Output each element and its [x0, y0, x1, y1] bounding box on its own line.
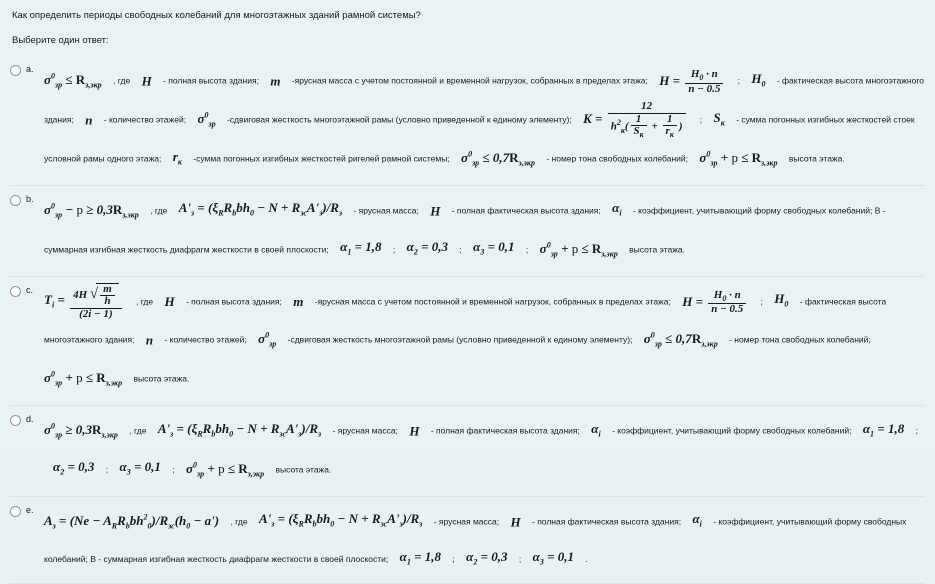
option-a-text-1: - полная высота здания;: [163, 75, 259, 86]
option-e-text-2: - полная фактическая высота здания;: [532, 516, 682, 527]
formula-alpha2: $\alpha_2 = 0,3$: [466, 548, 508, 567]
option-a-text-2: -ярусная масса с учетом постоянной и временной нагрузок, собранных в пределах этажа;: [291, 75, 648, 86]
option-c-text-4: - фактическая высота многоэтажного здания;: [44, 296, 887, 345]
formula-sigma-ge-03R: $\sigma^0_{зр} \ge 0,3R_{з,экр}$: [44, 421, 118, 440]
option-b-text-0: , где: [150, 205, 168, 216]
option-a-body: [44, 62, 925, 179]
option-a-text-3: ;: [737, 75, 740, 86]
symbol-sigma0zr: $\sigma^0_{зр}$: [258, 331, 277, 349]
option-d-text-4: ;: [915, 425, 918, 436]
symbol-H: H: [409, 423, 420, 439]
formula-sigma-plus-p: $\sigma^0_{зр} + p \le R_{з,экр}$: [539, 240, 618, 259]
options-list: [10, 56, 925, 577]
formula-As-prime: $A'_з = (\xi_RR_bbh_0 - N + R_{зс}A'_з)/R_з$: [157, 420, 322, 439]
option-b-body: [44, 192, 925, 270]
option-c-text-1: - полная высота здания;: [185, 296, 282, 307]
symbol-H: H: [510, 514, 521, 530]
option-e-letter: e.: [26, 504, 34, 515]
option-b[interactable]: [10, 185, 925, 270]
formula-sigma-le-07R: $\sigma^0_{зр} \le 0,7R_{з,экр}$: [643, 331, 718, 349]
option-a-text-11: высота этажа.: [788, 153, 845, 164]
option-b-text-2: - полная фактическая высота здания;: [451, 205, 601, 216]
option-e-text-4: ;: [452, 553, 455, 564]
option-d-text-6: ;: [172, 464, 175, 475]
formula-alpha3: $\alpha_3 = 0,1$: [532, 548, 575, 567]
formula-As-prime: $A'_з = (\xi_RR_bbh_0 - N + R_{зс}A'_з)/R_з$: [259, 511, 423, 529]
option-c-text-6: -сдвиговая жесткость многоэтажной рамы (условно приведенной к единому элементу);: [287, 334, 633, 345]
formula-K-equals: K = 12 $h^2_к$( $\frac{1}{S_к}$ + $\frac{1}{r_к}$ ): [583, 111, 691, 126]
option-a-text-0: , где: [113, 75, 131, 86]
option-d-text-0: , где: [129, 425, 147, 436]
option-a-radio-wrap[interactable]: [10, 62, 44, 76]
option-e-text-5: ;: [518, 553, 522, 564]
formula-alpha2: $\alpha_2 = 0,3$: [53, 459, 95, 478]
symbol-n: n: [145, 332, 154, 348]
formula-alpha1: $\alpha_1 = 1,8$: [862, 420, 905, 439]
formula-sigma-le-07R: $\sigma^0_{зр} \le 0,7R_{з,экр}$: [461, 149, 535, 168]
symbol-sigma0zr: $\sigma^0_{зр}$: [197, 110, 216, 129]
formula-sigma-minus-p: $\sigma^0_{зр} - p \ge 0,3R_{з,экр}$: [44, 201, 139, 220]
option-e-text-0: , где: [230, 516, 248, 527]
formula-sigma-plus-p: $\sigma^0_{зр} + p \le R_{з,экр}$: [699, 149, 778, 168]
option-e[interactable]: [10, 496, 925, 578]
option-c-text-7: - номер тона свободных колебаний;: [729, 334, 871, 345]
option-d-body: [44, 412, 925, 490]
option-a[interactable]: [10, 56, 925, 179]
formula-sigma-le-R: $\sigma^0_{зр} \le R_{з,экр}$: [44, 72, 102, 90]
symbol-H0: $H_0$: [751, 70, 766, 89]
option-c[interactable]: [10, 276, 925, 399]
option-c-text-2: -ярусная масса с учетом постоянной и временной нагрузок, собранных в пределах этажа;: [314, 296, 671, 307]
symbol-alpha-i: $\alpha_i$: [612, 200, 622, 219]
symbol-alpha-i: $\alpha_i$: [692, 511, 702, 529]
option-c-text-8: высота этажа.: [133, 373, 190, 384]
question-text: Как определить периоды свободных колебаний для многоэтажных зданий рамной системы?: [12, 10, 421, 21]
option-a-text-8: - сумма погонных изгибных жесткостей стоек условной рамы одного этажа;: [44, 114, 915, 164]
option-c-text-0: , где: [135, 296, 154, 307]
option-c-text-3: ;: [760, 296, 763, 307]
formula-H-equals: H = $\frac{H_0 \cdot n}{n - 0.5}$: [682, 294, 751, 309]
radio-icon[interactable]: [10, 506, 21, 517]
symbol-m: m: [293, 293, 304, 309]
option-e-text-1: - ярусная масса;: [433, 516, 500, 527]
option-d-text-7: высота этажа.: [275, 464, 332, 475]
formula-alpha2: $\alpha_2 = 0,3$: [406, 239, 449, 257]
option-d-text-3: - коэффициент, учитывающий форму свободных колебаний;: [612, 425, 852, 436]
radio-icon[interactable]: [10, 195, 21, 206]
symbol-H: H: [141, 73, 152, 89]
option-a-text-6: -сдвиговая жесткость многоэтажной рамы (условно приведенной к единому элементу);: [226, 114, 572, 125]
option-b-text-7: высота этажа.: [629, 244, 685, 255]
formula-alpha1: $\alpha_1 = 1,8$: [399, 548, 442, 567]
option-a-text-10: - номер тона свободных колебаний;: [546, 153, 689, 164]
formula-alpha1: $\alpha_1 = 1,8$: [340, 239, 382, 257]
formula-Az: $A_з = (Ne - A_RR_bbh^2_0)/R_{зс}(h_0 - a')$: [44, 512, 220, 531]
option-b-text-6: ;: [525, 244, 529, 255]
option-a-text-5: - количество этажей;: [103, 114, 187, 125]
option-e-body: [44, 503, 925, 578]
option-d-text-1: - ярусная масса;: [332, 425, 398, 436]
formula-H-equals: H = $\frac{H_0 \cdot n}{n - 0.5}$: [659, 73, 728, 88]
option-b-text-1: - ярусная масса;: [353, 205, 419, 216]
option-b-letter: b.: [26, 193, 34, 204]
option-a-text-4: - фактическая высота многоэтажного здания;: [44, 75, 924, 125]
option-c-text-5: - количество этажей;: [164, 334, 247, 345]
option-a-text-9: -сумма погонных изгибных жесткостей ригелей рамной системы;: [193, 153, 450, 164]
symbol-H: H: [164, 293, 175, 309]
option-c-body: [44, 283, 925, 399]
option-a-text-7: ;: [699, 114, 703, 125]
radio-icon[interactable]: [10, 65, 21, 76]
option-b-radio-wrap[interactable]: [10, 192, 44, 206]
formula-alpha3: $\alpha_3 = 0,1$: [473, 239, 515, 257]
symbol-m: m: [270, 73, 281, 89]
answer-instruction: Выберите один ответ:: [12, 35, 109, 46]
option-b-text-5: ;: [459, 244, 462, 255]
option-d-text-2: - полная фактическая высота здания;: [430, 425, 580, 436]
option-d-text-5: ;: [105, 464, 109, 475]
formula-As-prime: $A'_з = (\xi_RR_bbh_0 - N + R_{зс}A'_з)/R_з$: [178, 200, 343, 219]
option-e-text-6: .: [585, 553, 588, 564]
formula-sigma-plus-p: $\sigma^0_{зр} + p \le R_{з,экр}$: [44, 369, 123, 388]
option-e-radio-wrap[interactable]: [10, 503, 44, 517]
radio-icon[interactable]: [10, 415, 21, 426]
option-e-text-3: - коэффициент, учитывающий форму свободных колебаний; В - суммарная изгибная жесткость диафрагм жесткости в своей плоскости;: [44, 516, 907, 564]
symbol-H0: $H_0$: [774, 291, 789, 309]
radio-icon[interactable]: [10, 286, 21, 297]
option-b-text-3: - коэффициент, учитывающий форму свободных колебаний; В - суммарная изгибная жесткость диафрагм жесткости в своей плоскости;: [44, 205, 886, 255]
option-d[interactable]: [10, 405, 925, 490]
option-c-letter: c.: [26, 284, 34, 295]
formula-alpha3: $\alpha_3 = 0,1$: [119, 459, 161, 478]
formula-Ti: $T_i$ = 4H √ $\frac{m}{h}$ (2i − 1): [44, 292, 127, 307]
option-d-radio-wrap[interactable]: [10, 412, 44, 426]
symbol-H: H: [430, 203, 441, 219]
option-d-letter: d.: [26, 413, 34, 424]
option-c-radio-wrap[interactable]: [10, 283, 44, 297]
symbol-Sk: $S_к$: [713, 109, 725, 128]
formula-sigma-plus-p: $\sigma^0_{зр} + p \le R_{з,экр}$: [186, 460, 265, 479]
symbol-alpha-i: $\alpha_i$: [591, 420, 601, 439]
option-b-text-4: ;: [392, 244, 396, 255]
symbol-n: n: [85, 112, 93, 128]
option-a-letter: a.: [26, 64, 34, 74]
symbol-rk: $r_к$: [172, 148, 182, 167]
